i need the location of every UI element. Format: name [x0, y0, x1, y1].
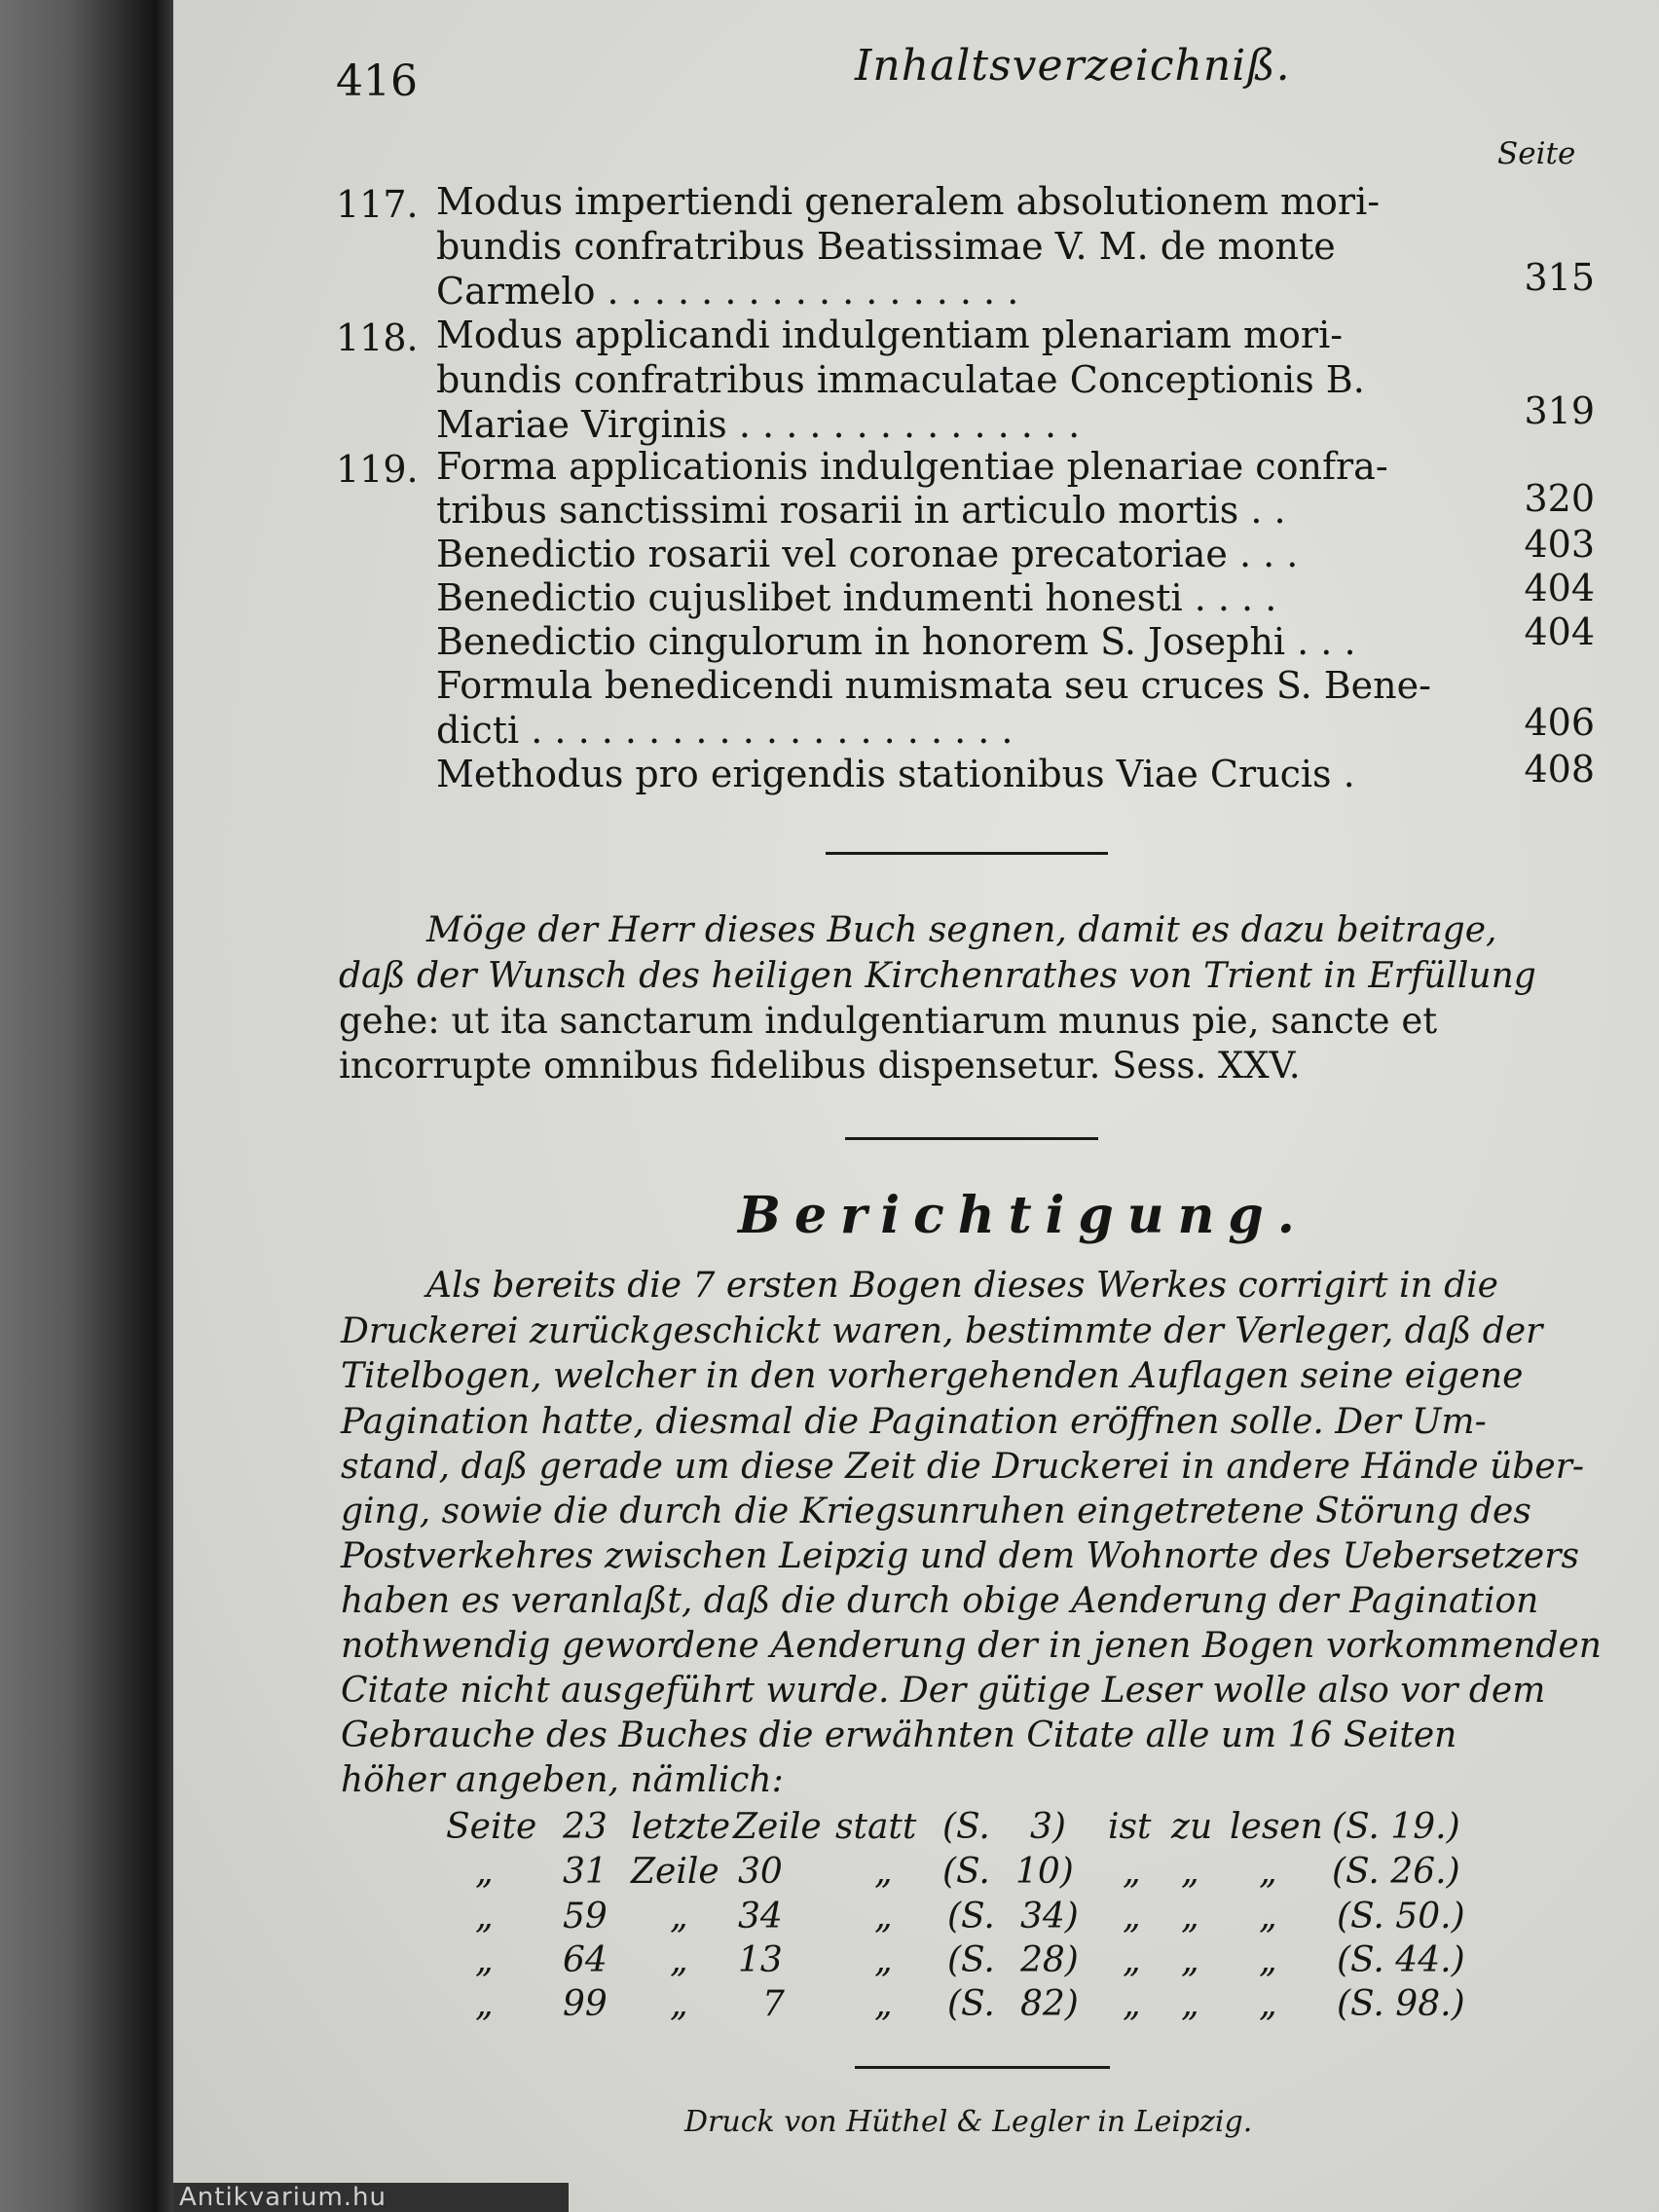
toc-entry-line: Modus applicandi indulgentiam plenariam mori-	[436, 313, 1344, 356]
table-cell: 64	[563, 1940, 608, 1980]
toc-entry-page: 404	[1524, 567, 1595, 609]
table-cell: (S. 26.)	[1332, 1852, 1460, 1892]
correction-line: nothwendig gewordene Aenderung der in jenen Bogen vorkommenden	[341, 1626, 1602, 1666]
table-cell: (S.	[947, 1984, 995, 2024]
table-cell: 30	[738, 1852, 783, 1892]
table-cell: „	[1123, 1852, 1141, 1892]
table-cell: 99	[563, 1984, 608, 2024]
toc-entry-line: Carmelo . . . . . . . . . . . . . . . . . .	[436, 270, 1019, 313]
blessing-line: daß der Wunsch des heiligen Kirchenrathes von Trient in Erfüllung	[339, 956, 1536, 996]
toc-entry-line: Forma applicationis indulgentiae plenariae confra-	[436, 445, 1388, 488]
table-cell: „	[670, 1984, 688, 2024]
table-cell: (S. 19.)	[1332, 1807, 1460, 1847]
table-cell: 34)	[1020, 1897, 1079, 1936]
correction-line: Gebrauche des Buches die erwähnten Citate alle um 16 Seiten	[341, 1715, 1457, 1755]
toc-entry-page: 404	[1524, 610, 1595, 653]
table-cell: „	[874, 1897, 893, 1936]
table-cell: „	[475, 1940, 494, 1980]
table-cell: 28)	[1020, 1940, 1079, 1980]
correction-line: stand, daß gerade um diese Zeit die Druckerei in andere Hände über-	[341, 1447, 1585, 1487]
page-number: 416	[336, 56, 418, 106]
table-cell: (S.	[942, 1807, 990, 1847]
toc-entry-number: 117.	[336, 183, 419, 226]
toc-entry-page: 315	[1524, 256, 1595, 299]
correction-line: Druckerei zurückgeschickt waren, bestimmte der Verleger, daß der	[341, 1311, 1543, 1351]
table-cell: 7	[762, 1984, 785, 2024]
table-cell: Zeile	[733, 1807, 822, 1847]
table-cell: 34	[738, 1897, 783, 1936]
toc-entry-line: Formula benedicendi numismata seu cruces S. Bene-	[436, 664, 1431, 707]
table-cell: „	[1123, 1984, 1141, 2024]
correction-line: Postverkehres zwischen Leipzig und dem Wohnorte des Uebersetzers	[341, 1536, 1579, 1576]
printer-imprint: Druck von Hüthel & Legler in Leipzig.	[684, 2105, 1253, 2139]
book-binding	[0, 0, 173, 2212]
toc-entry-page: 320	[1524, 477, 1595, 520]
table-cell: „	[1259, 1984, 1277, 2024]
table-cell: „	[1181, 1897, 1199, 1936]
table-cell: (S. 50.)	[1337, 1897, 1465, 1936]
toc-entry-page: 319	[1524, 389, 1595, 432]
blessing-line: Möge der Herr dieses Buch segnen, damit es dazu beitrage,	[426, 910, 1497, 950]
toc-entry-page: 403	[1524, 523, 1595, 566]
table-cell: „	[1259, 1940, 1277, 1980]
table-cell: letzte	[631, 1807, 731, 1847]
table-cell: „	[1123, 1940, 1141, 1980]
toc-entry-line: Methodus pro erigendis stationibus Viae Crucis .	[436, 753, 1355, 795]
table-cell: „	[1181, 1940, 1199, 1980]
book-page	[173, 0, 1659, 2212]
toc-entry-line: bundis confratribus immaculatae Conceptionis B.	[436, 358, 1365, 401]
table-cell: zu	[1171, 1807, 1213, 1847]
toc-entry-page: 408	[1524, 748, 1595, 791]
section-divider	[855, 2066, 1110, 2069]
table-cell: 3)	[1030, 1807, 1066, 1847]
table-cell: 13	[738, 1940, 783, 1980]
toc-entry-line: bundis confratribus Beatissimae V. M. de monte	[436, 225, 1336, 268]
watermark: Antikvarium.hu	[173, 2183, 569, 2212]
table-cell: ist	[1108, 1807, 1152, 1847]
table-cell: (S. 98.)	[1337, 1984, 1465, 2024]
toc-entry-line: Benedictio cujuslibet indumenti honesti . . . .	[436, 576, 1277, 619]
table-cell: „	[475, 1984, 494, 2024]
table-cell: „	[475, 1852, 494, 1892]
toc-entry-line: Benedictio rosarii vel coronae precatoriae . . .	[436, 533, 1299, 575]
table-cell: (S.	[942, 1852, 990, 1892]
correction-heading: Berichtigung.	[738, 1186, 1309, 1245]
table-cell: „	[1259, 1897, 1277, 1936]
table-cell: 10)	[1015, 1852, 1074, 1892]
correction-line: Als bereits die 7 ersten Bogen dieses Werkes corrigirt in die	[426, 1266, 1498, 1306]
toc-entry-line: dicti . . . . . . . . . . . . . . . . . . . . .	[436, 709, 1014, 752]
table-cell: statt	[835, 1807, 917, 1847]
table-cell: lesen	[1230, 1807, 1323, 1847]
correction-line: Citate nicht ausgeführt wurde. Der gütige Leser wolle also vor dem	[341, 1671, 1546, 1711]
table-cell: 31	[563, 1852, 608, 1892]
table-cell: „	[475, 1897, 494, 1936]
table-cell: „	[874, 1852, 893, 1892]
running-title: Inhaltsverzeichniß.	[855, 41, 1291, 91]
toc-entry-page: 406	[1524, 701, 1595, 744]
table-cell: 82)	[1020, 1984, 1079, 2024]
toc-entry-line: tribus sanctissimi rosarii in articulo mortis . .	[436, 489, 1286, 532]
table-cell: 23	[563, 1807, 608, 1847]
table-cell: „	[1259, 1852, 1277, 1892]
table-cell: „	[874, 1940, 893, 1980]
seite-column-label: Seite	[1497, 136, 1576, 171]
table-cell: „	[1123, 1897, 1141, 1936]
toc-entry-line: Modus impertiendi generalem absolutionem mori-	[436, 180, 1381, 223]
table-cell: „	[1181, 1852, 1199, 1892]
toc-entry-line: Benedictio cingulorum in honorem S. Josephi . . .	[436, 620, 1356, 663]
table-cell: Seite	[446, 1807, 537, 1847]
correction-line: ging, sowie die durch die Kriegsunruhen eingetretene Störung des	[341, 1492, 1531, 1531]
table-cell: „	[874, 1984, 893, 2024]
table-cell: „	[1181, 1984, 1199, 2024]
correction-line: Pagination hatte, diesmal die Pagination eröffnen solle. Der Um-	[341, 1402, 1487, 1442]
table-cell: „	[670, 1940, 688, 1980]
section-divider	[845, 1137, 1098, 1140]
table-cell: (S.	[947, 1940, 995, 1980]
blessing-line: incorrupte omnibus fidelibus dispensetur. Sess. XXV.	[339, 1045, 1301, 1087]
section-divider	[826, 852, 1108, 855]
table-cell: „	[670, 1897, 688, 1936]
table-cell: (S.	[947, 1897, 995, 1936]
table-cell: 59	[563, 1897, 608, 1936]
toc-entry-number: 118.	[336, 316, 419, 359]
correction-line: höher angeben, nämlich:	[341, 1760, 784, 1800]
table-cell: (S. 44.)	[1337, 1940, 1465, 1980]
correction-line: Titelbogen, welcher in den vorhergehenden Auflagen seine eigene	[341, 1356, 1524, 1396]
correction-line: haben es veranlaßt, daß die durch obige Aenderung der Pagination	[341, 1581, 1539, 1621]
toc-entry-line: Mariae Virginis . . . . . . . . . . . . . . .	[436, 403, 1081, 446]
table-cell: Zeile	[631, 1852, 719, 1892]
blessing-line: gehe: ut ita sanctarum indulgentiarum munus pie, sancte et	[339, 1000, 1438, 1042]
toc-entry-number: 119.	[336, 448, 419, 491]
